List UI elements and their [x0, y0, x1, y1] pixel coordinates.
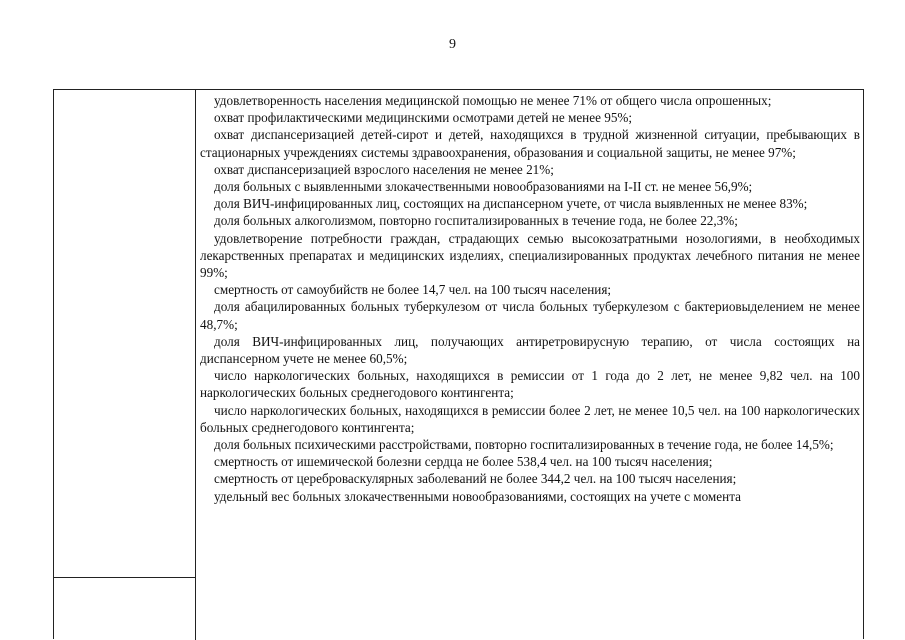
- list-item: смертность от ишемической болезни сердца не более 538,4 чел. на 100 тысяч населения;: [214, 454, 713, 470]
- list-item: охват диспансеризацией взрослого населения не менее 21%;: [214, 161, 554, 177]
- list-item: смертность от самоубийств не более 14,7 чел. на 100 тысяч населения;: [214, 282, 612, 298]
- list-item: число наркологических больных, находящихся в ремиссии от 1 года до 2 лет, не менее 9,82 чел. на 100 наркологических больных среднегодового контингента;: [200, 368, 860, 401]
- page-number: 9: [449, 37, 456, 52]
- list-item: число наркологических больных, находящихся в ремиссии более 2 лет, не менее 10,5 чел. на 100 наркологических больных среднегодового контингента;: [200, 402, 860, 435]
- list-item: охват диспансеризацией детей-сирот и детей, находящихся в трудной жизненной ситуации, пребывающих в стационарных учреждениях системы здравоохранения, образования и социальной защиты, не менее 97%;: [200, 127, 860, 160]
- list-item: доля больных алкоголизмом, повторно госпитализированных в течение года, не более 22,3%;: [214, 213, 738, 229]
- list-item: доля больных с выявленными злокачественными новообразованиями на I-II ст. не менее 56,9%;: [214, 179, 753, 195]
- list-item: доля абацилированных больных туберкулезом от числа больных туберкулезом с бактериовыделением не менее 48,7%;: [200, 299, 860, 332]
- document-table: [53, 89, 864, 639]
- list-item: удовлетворение потребности граждан, страдающих семью высокозатратными нозологиями, в необходимых лекарственных препаратах и медицинских изделиях, специализированных продуктах лечебного питания не менее 99%;: [200, 230, 860, 281]
- list-item: удовлетворенность населения медицинской помощью не менее 71% от общего числа опрошенных;: [214, 93, 772, 108]
- list-item: доля ВИЧ-инфицированных лиц, получающих антиретровирусную терапию, от числа состоящих на диспансерном учете не менее 60,5%;: [200, 333, 860, 367]
- list-item: доля ВИЧ-инфицированных лиц, состоящих на диспансерном учете, от числа выявленных не менее 83%;: [214, 196, 808, 212]
- list-item: охват профилактическими медицинскими осмотрами детей не менее 95%;: [214, 110, 633, 126]
- table-left-column-continuation: [54, 578, 196, 640]
- list-item: доля больных психическими расстройствами, повторно госпитализированных в течение года, не более 14,5%;: [214, 437, 834, 453]
- table-content-cell: [200, 92, 860, 505]
- table-left-column: [54, 90, 196, 578]
- list-item: смертность от цереброваскулярных заболеваний не более 344,2 чел. на 100 тысяч населения;: [214, 471, 737, 487]
- list-item: удельный вес больных злокачественными новообразованиями, состоящих на учете с момента: [214, 488, 741, 504]
